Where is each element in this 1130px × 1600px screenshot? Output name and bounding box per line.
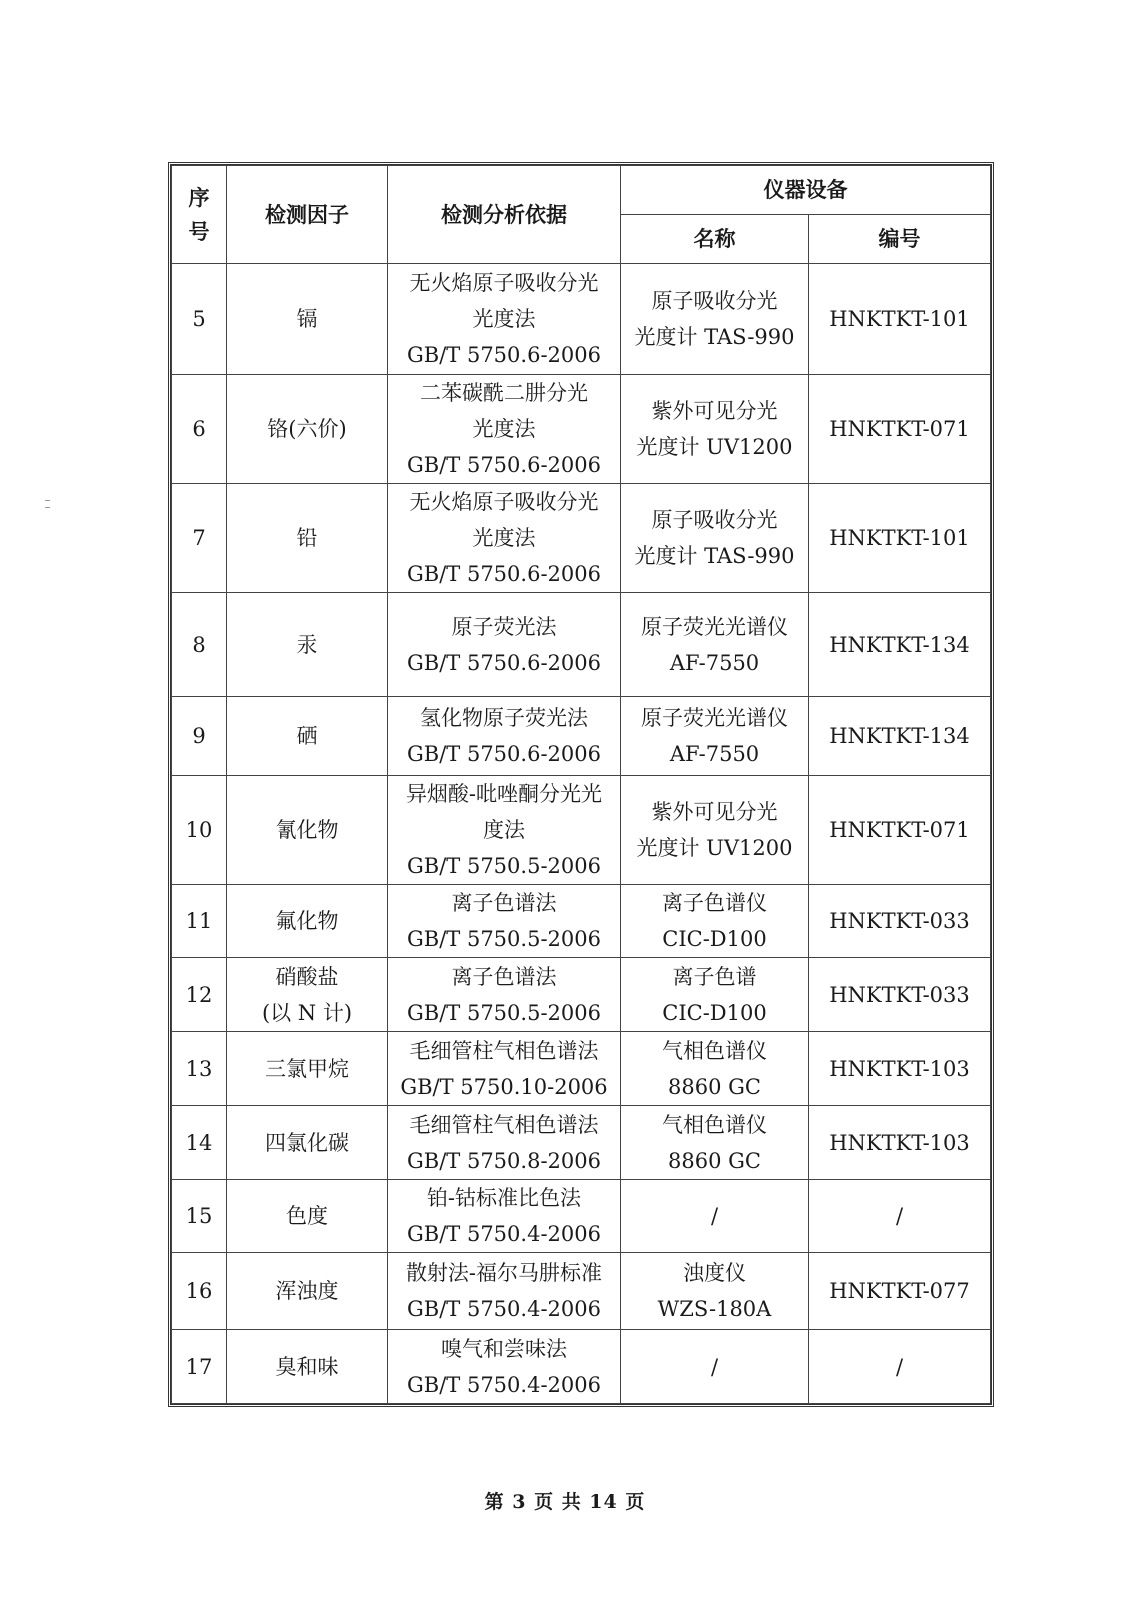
cell-seq: 15 [172,1180,227,1253]
cell-basis-line: 毛细管柱气相色谱法 [409,1038,599,1063]
cell-factor [227,1032,388,1106]
cell-factor [227,885,388,958]
cell-factor-line: 硝酸盐 [275,964,339,989]
cell-instrument-code: HNKTKT-134 [809,593,991,697]
cell-instrument-name [621,484,809,593]
cell-instrument-code: HNKTKT-077 [809,1253,991,1330]
cell-seq: 9 [172,697,227,776]
cell-instrument-name-line: 8860 GC [668,1074,761,1099]
cell-factor [227,1106,388,1180]
table-row [172,1032,991,1106]
cell-basis [388,264,621,375]
cell-instrument-name-line: / [710,1204,719,1228]
cell-basis-line: 铂-钴标准比色法 [426,1186,582,1210]
page-number: 第 3 页 共 14 页 [484,1491,646,1513]
cell-basis-line: 光度法 [472,417,536,441]
cell-instrument-name [621,958,809,1032]
cell-instrument-name [621,1106,809,1180]
cell-basis-line: 度法 [483,818,525,842]
cell-basis-line: GB/T 5750.6-2006 [407,742,601,766]
table-row [172,885,991,958]
table-row [172,1253,991,1330]
cell-basis [388,1032,621,1106]
cell-seq: 12 [172,958,227,1032]
cell-instrument-name-line: CIC-D100 [662,927,767,951]
cell-instrument-name [621,1253,809,1330]
cell-factor-line: 氰化物 [275,818,339,842]
cell-instrument-code: HNKTKT-033 [809,885,991,958]
table-row [172,958,991,1032]
table-row [172,264,991,375]
table-body [172,264,991,1404]
cell-seq: 6 [172,375,227,484]
cell-factor [227,375,388,484]
cell-instrument-name-line: 气相色谱仪 [662,1112,767,1137]
cell-instrument-name [621,1032,809,1106]
cell-basis-line: 原子荧光法 [451,614,557,639]
table-row [172,484,991,593]
header-seq [172,166,227,264]
table-row [172,1330,991,1404]
cell-basis [388,958,621,1032]
cell-basis [388,776,621,885]
cell-factor [227,484,388,593]
cell-instrument-name-line: 紫外可见分光 [651,399,778,423]
cell-basis-line: 光度法 [472,526,536,550]
cell-factor-line: 浑浊度 [275,1279,339,1303]
table-row [172,776,991,885]
cell-instrument-name-line: 原子吸收分光 [651,508,778,532]
cell-instrument-name-line: 离子色谱 [672,964,757,989]
cell-factor [227,264,388,375]
header-name: 名称 [621,215,809,264]
cell-seq: 16 [172,1253,227,1330]
cell-instrument-code: HNKTKT-071 [809,375,991,484]
cell-basis [388,593,621,697]
table-row [172,1106,991,1180]
cell-instrument-name [621,593,809,697]
cell-instrument-code: HNKTKT-103 [809,1106,991,1180]
cell-factor-line: 氟化物 [275,909,339,933]
cell-factor [227,1330,388,1404]
cell-factor [227,958,388,1032]
cell-seq: 13 [172,1032,227,1106]
cell-basis [388,1330,621,1404]
cell-factor-line: 镉 [296,307,318,331]
cell-seq: 11 [172,885,227,958]
header-seq-text: 序号 [188,184,210,244]
cell-basis-line: GB/T 5750.10-2006 [400,1074,608,1099]
cell-instrument-name-line: 光度计 UV1200 [636,836,793,860]
cell-instrument-name-line: 离子色谱仪 [662,891,767,915]
cell-factor-line: 臭和味 [275,1354,339,1379]
table-row [172,697,991,776]
cell-instrument-name [621,1330,809,1404]
cell-instrument-name [621,697,809,776]
table-row [172,593,991,697]
cell-factor-line: 铅 [296,526,318,550]
cell-basis-line: 氢化物原子荧光法 [420,706,588,730]
cell-instrument-code: / [809,1330,991,1404]
cell-instrument-code: HNKTKT-033 [809,958,991,1032]
cell-basis-line: 毛细管柱气相色谱法 [409,1112,599,1137]
cell-factor-line: (以 N 计) [261,1000,353,1025]
cell-instrument-name-line: CIC-D100 [662,1000,767,1025]
cell-instrument-name-line: WZS-180A [657,1297,772,1321]
cell-factor-line: 汞 [296,632,318,657]
cell-instrument-name-line: 8860 GC [668,1148,761,1173]
cell-instrument-name [621,264,809,375]
cell-instrument-name-line: AF-7550 [669,742,760,766]
cell-instrument-name [621,1180,809,1253]
cell-factor [227,593,388,697]
header-basis: 检测分析依据 [388,166,621,264]
cell-basis [388,1253,621,1330]
cell-seq: 8 [172,593,227,697]
header-factor: 检测因子 [227,166,388,264]
cell-seq: 10 [172,776,227,885]
cell-instrument-code: HNKTKT-101 [809,264,991,375]
cell-basis-line: 离子色谱法 [451,964,557,989]
cell-seq: 14 [172,1106,227,1180]
scan-mark [45,500,50,508]
cell-factor [227,1180,388,1253]
cell-basis-line: 二苯碳酰二肼分光 [420,381,588,405]
cell-instrument-name-line: 浊度仪 [683,1261,746,1285]
cell-basis [388,697,621,776]
cell-factor [227,1253,388,1330]
cell-instrument-name-line: 原子吸收分光 [651,289,778,313]
cell-instrument-name-line: 原子荧光光谱仪 [641,706,788,730]
cell-instrument-name-line: AF-7550 [669,650,760,675]
cell-basis-line: GB/T 5750.5-2006 [407,854,601,878]
detection-table [168,162,994,1407]
cell-factor [227,776,388,885]
cell-basis-line: GB/T 5750.4-2006 [407,1222,601,1246]
cell-instrument-name-line: 气相色谱仪 [662,1038,767,1063]
cell-instrument-code: HNKTKT-071 [809,776,991,885]
cell-basis-line: GB/T 5750.6-2006 [407,650,601,675]
cell-instrument-name [621,776,809,885]
table-row [172,1180,991,1253]
cell-instrument-name-line: 紫外可见分光 [651,800,778,824]
cell-basis-line: GB/T 5750.6-2006 [407,453,601,477]
cell-basis [388,484,621,593]
cell-basis-line: 散射法-福尔马肼标准 [405,1261,603,1285]
table-row [172,375,991,484]
cell-basis [388,1180,621,1253]
cell-basis-line: GB/T 5750.6-2006 [407,343,601,367]
cell-seq: 5 [172,264,227,375]
cell-factor-line: 铬(六价) [267,417,347,441]
cell-instrument-name-line: / [710,1354,719,1379]
cell-basis-line: 离子色谱法 [451,891,557,915]
cell-factor-line: 三氯甲烷 [265,1056,349,1081]
cell-basis-line: GB/T 5750.5-2006 [407,927,601,951]
cell-factor-line: 四氯化碳 [265,1130,349,1155]
cell-instrument-code: HNKTKT-134 [809,697,991,776]
cell-seq: 7 [172,484,227,593]
cell-basis [388,885,621,958]
cell-basis-line: 无火焰原子吸收分光 [409,490,599,514]
cell-instrument-name-line: 光度计 UV1200 [636,435,793,459]
cell-basis-line: 光度法 [472,307,536,331]
cell-instrument-code: / [809,1180,991,1253]
header-code: 编号 [809,215,991,264]
cell-basis-line: GB/T 5750.6-2006 [407,562,601,586]
cell-seq: 17 [172,1330,227,1404]
cell-basis-line: GB/T 5750.8-2006 [407,1148,601,1173]
cell-basis [388,375,621,484]
cell-basis-line: 无火焰原子吸收分光 [409,271,599,295]
cell-factor-line: 色度 [286,1204,328,1228]
cell-basis [388,1106,621,1180]
cell-instrument-name [621,885,809,958]
cell-instrument-name-line: 光度计 TAS-990 [634,544,795,568]
cell-basis-line: GB/T 5750.5-2006 [407,1000,601,1025]
header-equipment: 仪器设备 [621,166,991,215]
cell-instrument-code: HNKTKT-101 [809,484,991,593]
cell-instrument-name [621,375,809,484]
cell-basis-line: GB/T 5750.4-2006 [407,1372,601,1397]
cell-factor [227,697,388,776]
cell-basis-line: 异烟酸-吡唑酮分光光 [405,782,603,806]
cell-basis-line: GB/T 5750.4-2006 [407,1297,601,1321]
cell-basis-line: 嗅气和尝味法 [441,1336,567,1361]
cell-instrument-name-line: 原子荧光光谱仪 [641,614,788,639]
cell-instrument-name-line: 光度计 TAS-990 [634,325,795,349]
cell-instrument-code: HNKTKT-103 [809,1032,991,1106]
cell-factor-line: 硒 [296,724,318,748]
